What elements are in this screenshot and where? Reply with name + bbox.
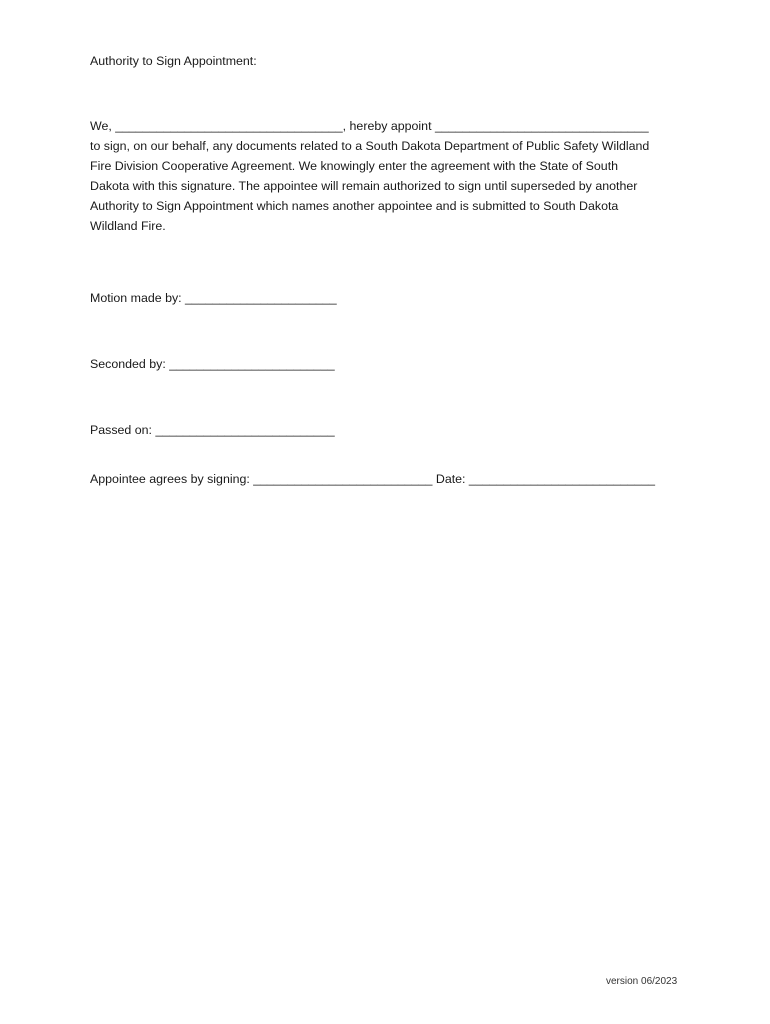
- paragraph-line: Fire Division Cooperative Agreement. We knowingly enter the agreement with the State of South: [90, 159, 619, 173]
- motion-made-by-field: Motion made by: ______________________: [90, 291, 337, 305]
- paragraph-line: We, _________________________________, hereby appoint _______________________________: [90, 119, 649, 133]
- appointment-paragraph: [90, 116, 690, 236]
- appointee-signature-field: Appointee agrees by signing: __________________________ Date: ___________________________: [90, 472, 655, 486]
- version-label: version 06/2023: [606, 976, 678, 987]
- passed-on-field: Passed on: __________________________: [90, 423, 335, 437]
- paragraph-line: Wildland Fire.: [90, 219, 166, 233]
- paragraph-line: Dakota with this signature. The appointee will remain authorized to sign until superseded by another: [90, 179, 638, 193]
- seconded-by-field: Seconded by: ________________________: [90, 357, 335, 371]
- paragraph-line: to sign, on our behalf, any documents related to a South Dakota Department of Public Safety Wildland: [90, 139, 650, 153]
- document-heading: Authority to Sign Appointment:: [90, 54, 257, 68]
- paragraph-line: Authority to Sign Appointment which names another appointee and is submitted to South Dakota: [90, 199, 619, 213]
